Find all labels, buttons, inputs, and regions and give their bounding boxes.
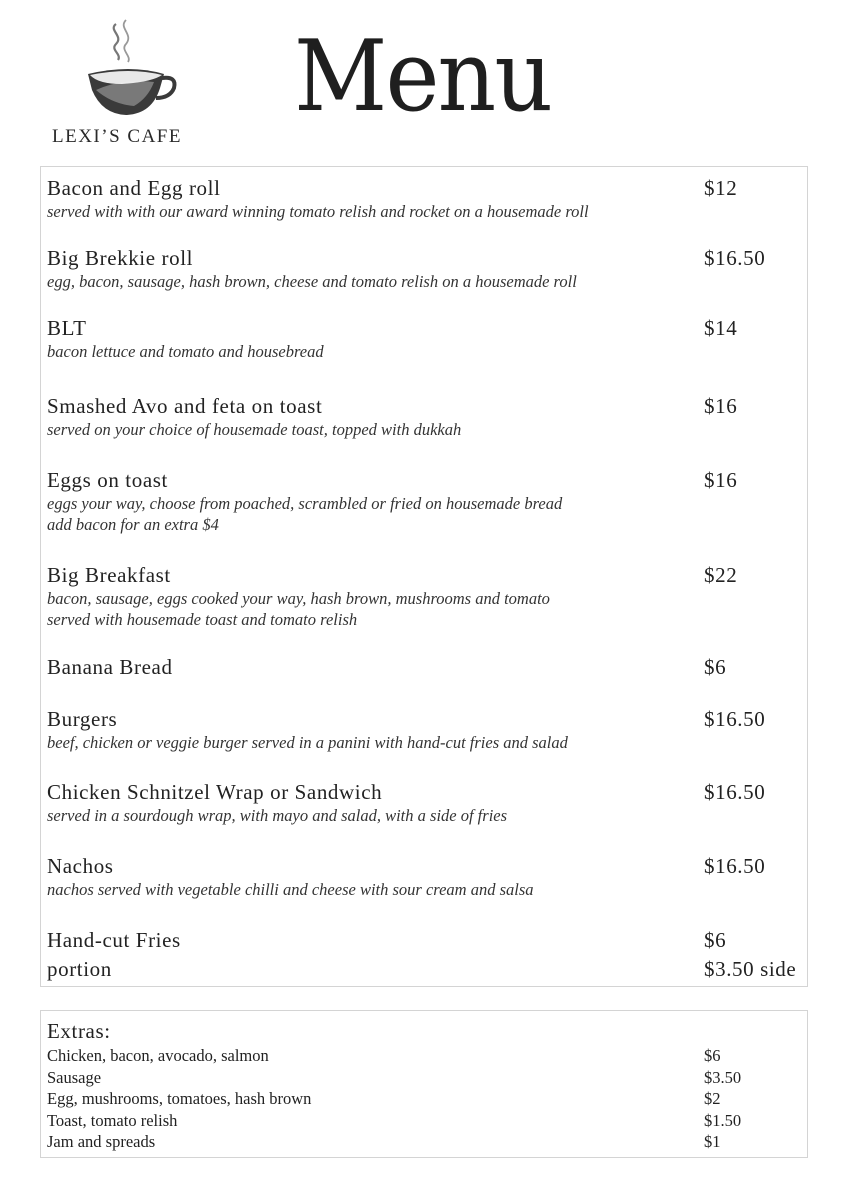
menu-item-price: $14 bbox=[704, 316, 738, 340]
menu-item-name: Eggs on toast bbox=[47, 468, 168, 492]
menu-item bbox=[47, 175, 801, 222]
menu-item-description: eggs your way, choose from poached, scrambled or fried on housemade bread bbox=[47, 494, 563, 513]
extras-item-name: Chicken, bacon, avocado, salmon bbox=[47, 1046, 269, 1065]
extras-heading: Extras: bbox=[47, 1019, 111, 1043]
menu-item-name: Bacon and Egg roll bbox=[47, 176, 221, 200]
extras-section bbox=[40, 1010, 808, 1158]
extras-row bbox=[47, 1067, 801, 1089]
extras-row bbox=[47, 1045, 801, 1067]
menu-item-description: bacon lettuce and tomato and housebread bbox=[47, 342, 324, 361]
menu-item-name: Hand-cut Fries bbox=[47, 928, 181, 952]
menu-item-price: $22 bbox=[704, 563, 738, 587]
menu-item-name-secondary: portion bbox=[47, 957, 112, 981]
menu-item-name: Banana Bread bbox=[47, 655, 173, 679]
menu-item-price: $16.50 bbox=[704, 246, 766, 270]
menu-item-description: beef, chicken or veggie burger served in a panini with hand-cut fries and salad bbox=[47, 733, 568, 752]
cafe-logo bbox=[46, 18, 202, 152]
menu-item bbox=[47, 467, 801, 535]
menu-item-description: served with with our award winning tomato relish and rocket on a housemade roll bbox=[47, 202, 589, 221]
extras-item-name: Egg, mushrooms, tomatoes, hash brown bbox=[47, 1089, 312, 1108]
menu-item-price: $16.50 bbox=[704, 854, 766, 878]
header bbox=[0, 0, 848, 160]
menu-list bbox=[40, 166, 808, 987]
menu-item bbox=[47, 927, 801, 982]
menu-item-description: served on your choice of housemade toast, topped with dukkah bbox=[47, 420, 462, 439]
extras-item-price: $3.50 bbox=[704, 1067, 742, 1087]
menu-item-price: $16.50 bbox=[704, 780, 766, 804]
menu-item-description: served with housemade toast and tomato relish bbox=[47, 610, 358, 629]
menu-item bbox=[47, 853, 801, 900]
menu-item-name: Big Breakfast bbox=[47, 563, 171, 587]
menu-item-name: Chicken Schnitzel Wrap or Sandwich bbox=[47, 780, 383, 804]
extras-item-price: $1.50 bbox=[704, 1110, 742, 1130]
menu-item-description: nachos served with vegetable chilli and cheese with sour cream and salsa bbox=[47, 880, 534, 899]
extras-item-name: Jam and spreads bbox=[47, 1132, 156, 1151]
extras-row bbox=[47, 1110, 801, 1132]
extras-row bbox=[47, 1088, 801, 1110]
menu-item-name: Big Brekkie roll bbox=[47, 246, 194, 270]
extras-item-name: Toast, tomato relish bbox=[47, 1110, 178, 1130]
menu-item-price: $16 bbox=[704, 394, 738, 418]
menu-item-price: $16.50 bbox=[704, 707, 766, 731]
menu-item bbox=[47, 315, 801, 362]
menu-item-description: served in a sourdough wrap, with mayo and salad, with a side of fries bbox=[47, 806, 508, 825]
menu-item bbox=[47, 562, 801, 630]
menu-item-name: BLT bbox=[47, 316, 87, 340]
menu-item-name: Smashed Avo and feta on toast bbox=[47, 394, 323, 418]
menu-item-price: $16 bbox=[704, 468, 738, 492]
menu-item bbox=[47, 706, 801, 753]
extras-item-price: $6 bbox=[704, 1046, 721, 1065]
page-title: Menu bbox=[294, 20, 552, 134]
menu-item-price: $6 bbox=[704, 928, 727, 952]
menu-item-name: Burgers bbox=[47, 707, 118, 731]
menu-item-price: $6 bbox=[704, 655, 727, 679]
menu-item bbox=[47, 779, 801, 826]
menu-item-description: add bacon for an extra $4 bbox=[47, 515, 219, 534]
logo-text: LEXI’S CAFE bbox=[52, 126, 182, 147]
menu-item bbox=[47, 245, 801, 292]
extras-row bbox=[47, 1131, 801, 1153]
menu-item-description: bacon, sausage, eggs cooked your way, hash brown, mushrooms and tomato bbox=[47, 589, 550, 608]
menu-item bbox=[47, 654, 801, 680]
menu-item-price-secondary: $3.50 side bbox=[704, 957, 797, 981]
coffee-cup-icon bbox=[82, 18, 178, 118]
extras-item-price: $1 bbox=[704, 1132, 721, 1151]
extras-item-name: Sausage bbox=[47, 1067, 102, 1087]
menu-item-price: $12 bbox=[704, 176, 738, 200]
extras-item-price: $2 bbox=[704, 1089, 721, 1108]
menu-item bbox=[47, 393, 801, 440]
menu-item-name: Nachos bbox=[47, 854, 114, 878]
menu-item-description: egg, bacon, sausage, hash brown, cheese and tomato relish on a housemade roll bbox=[47, 272, 577, 291]
